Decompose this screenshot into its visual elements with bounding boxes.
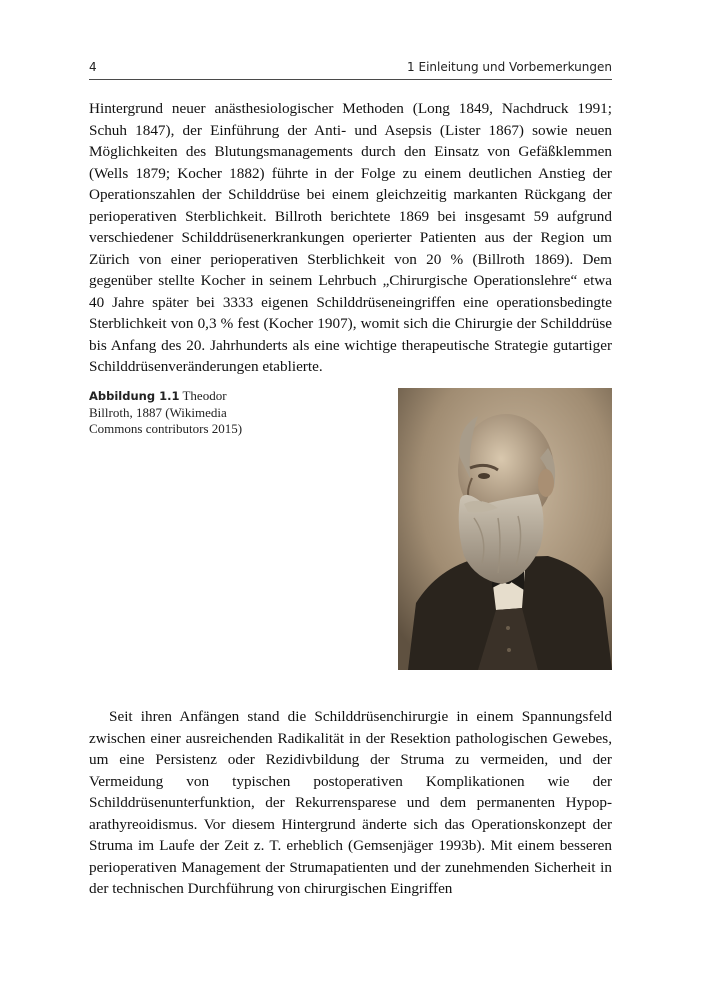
page-header — [89, 57, 612, 80]
page-number: 4 — [89, 60, 97, 74]
portrait-photo — [398, 388, 612, 670]
figure-caption-text: Theodor Billroth, 1887 (Wikimedia Commons contributors 2015) — [89, 388, 243, 436]
figure-label: Abbildung 1.1 — [89, 389, 180, 403]
body-paragraph-2: Seit ihren Anfängen stand die Schilddrüsenchirurgie in einem Spannungsfeld zwischen einer ausreichenden Radikalität in der Resektion pathologischen Gewebes, um eine Persistenz oder Rezidivbildung der Struma zu vermeiden, und der Vermeidung von typischen postoperativen Komplikationen wie der Schilddrüsenunterfunktion, der Rekurrensparese und dem permanenten Hypoparathyreoidismus. Vor diesem Hintergrund änderte sich das Operationskonzept der Struma im Laufe der Zeit z. T. erheblich (Gemsenjäger 1993b). Mit einem besseren perioperativen Management der Strumapatienten und der zunehmenden Sicherheit in der technischen Durchführung von chirurgischen Eingriffen — [89, 708, 612, 897]
running-head: 1 Einleitung und Vorbemerkungen — [407, 60, 612, 74]
body-paragraph-1: Hintergrund neuer anästhesiologischer Methoden (Long 1849, Nachdruck 1991; Schuh 1847), der Einführung der Anti- und Asepsis (Lister 1867) sowie neuen Möglichkeiten des Blutungsmanagements durch den Einsatz von Gefäßklemmen (Wells 1879; Kocher 1882) führte in der Folge zu einem deutlichen Anstieg der Operationszahlen der Schilddrüse bei einem gleichzeitig markanten Rückgang der perioperativen Sterblichkeit. Billroth berichtete 1869 bei insgesamt 59 aufgrund verschiedener Schilddrüsenerkrankungen operierter Patienten aus der Region um Zürich von einer perioperativen Sterblichkeit von 20 % (Billroth 1869). Dem gegenüber stellte Kocher in seinem Lehrbuch „Chirurgische Operationslehre“ etwa 40 Jahre später bei 3333 eigenen Schilddrüseneingriffen eine operationsbedingte Sterblichkeit von 0,3 % fest (Kocher 1907), womit sich die Chirurgie der Schilddrüse bis Anfang des 20. Jahrhunderts als eine wichtige therapeutische Strategie gutartiger Schilddrüsenveränderungen etablierte. — [89, 100, 612, 375]
portrait-illustration — [398, 388, 612, 670]
figure-caption — [89, 388, 261, 438]
